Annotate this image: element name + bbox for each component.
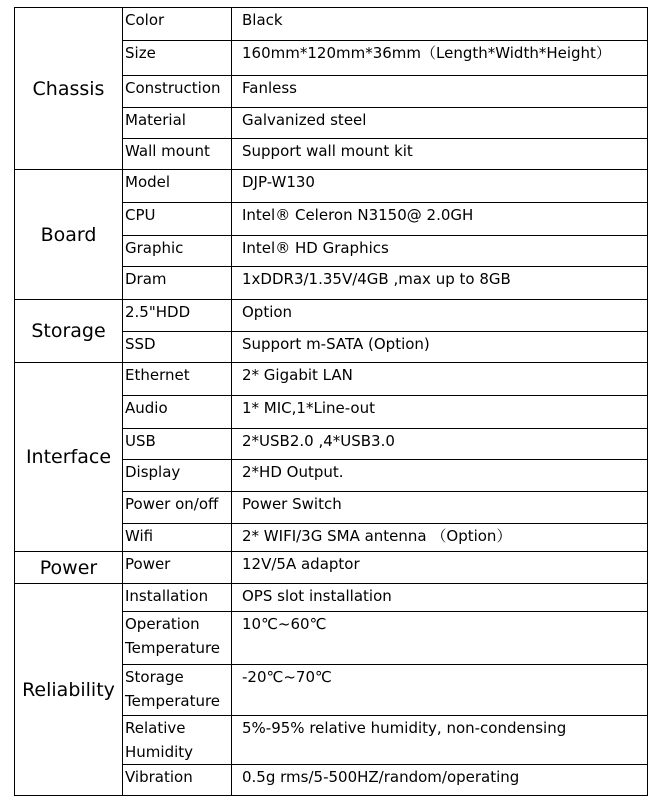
property-value: 2*HD Output. <box>232 460 648 492</box>
table-row <box>15 8 648 41</box>
category-power: Power <box>15 552 123 584</box>
property-label: Display <box>123 460 232 492</box>
property-value: Option <box>232 300 648 332</box>
table-row <box>15 584 648 612</box>
property-label: Installation <box>123 584 232 612</box>
property-value: -20℃~70℃ <box>232 665 648 716</box>
category-storage: Storage <box>15 300 123 363</box>
property-value: Support m-SATA (Option) <box>232 332 648 363</box>
property-value: 1xDDR3/1.35V/4GB ,max up to 8GB <box>232 267 648 300</box>
property-label: USB <box>123 429 232 460</box>
property-label: 2.5"HDD <box>123 300 232 332</box>
property-value: 0.5g rms/5-500HZ/random/operating <box>232 765 648 796</box>
property-label: Operation Temperature <box>123 612 232 665</box>
property-value: Power Switch <box>232 492 648 524</box>
property-value: OPS slot installation <box>232 584 648 612</box>
property-label: Color <box>123 8 232 41</box>
property-value: 2* WIFI/3G SMA antenna （Option） <box>232 524 648 552</box>
category-board: Board <box>15 170 123 300</box>
property-value: DJP-W130 <box>232 170 648 203</box>
property-label: CPU <box>123 203 232 236</box>
property-label: Graphic <box>123 236 232 267</box>
property-label: Material <box>123 108 232 139</box>
table-row <box>15 363 648 396</box>
property-label: Audio <box>123 396 232 429</box>
property-label: Storage Temperature <box>123 665 232 716</box>
property-value: 2* Gigabit LAN <box>232 363 648 396</box>
property-label: Vibration <box>123 765 232 796</box>
property-value: 10℃~60℃ <box>232 612 648 665</box>
property-label: Wall mount <box>123 139 232 170</box>
property-label: Size <box>123 41 232 76</box>
property-label: Model <box>123 170 232 203</box>
property-label: Construction <box>123 76 232 108</box>
spec-table <box>14 7 648 796</box>
category-interface: Interface <box>15 363 123 552</box>
table-row <box>15 300 648 332</box>
table-row <box>15 170 648 203</box>
property-value: Fanless <box>232 76 648 108</box>
property-value: Support wall mount kit <box>232 139 648 170</box>
property-label: Wifi <box>123 524 232 552</box>
property-label: Dram <box>123 267 232 300</box>
property-value: Intel® HD Graphics <box>232 236 648 267</box>
property-value: 2*USB2.0 ,4*USB3.0 <box>232 429 648 460</box>
property-value: 160mm*120mm*36mm（Length*Width*Height） <box>232 41 648 76</box>
property-label: Power <box>123 552 232 584</box>
category-chassis: Chassis <box>15 8 123 170</box>
property-value: Galvanized steel <box>232 108 648 139</box>
category-reliability: Reliability <box>15 584 123 796</box>
property-label: Ethernet <box>123 363 232 396</box>
property-value: 5%-95% relative humidity, non-condensing <box>232 716 648 765</box>
spec-table-body <box>15 8 648 796</box>
table-row <box>15 552 648 584</box>
property-value: 1* MIC,1*Line-out <box>232 396 648 429</box>
property-label: Power on/off <box>123 492 232 524</box>
property-label: Relative Humidity <box>123 716 232 765</box>
property-value: Black <box>232 8 648 41</box>
property-value: Intel® Celeron N3150@ 2.0GH <box>232 203 648 236</box>
property-label: SSD <box>123 332 232 363</box>
property-value: 12V/5A adaptor <box>232 552 648 584</box>
